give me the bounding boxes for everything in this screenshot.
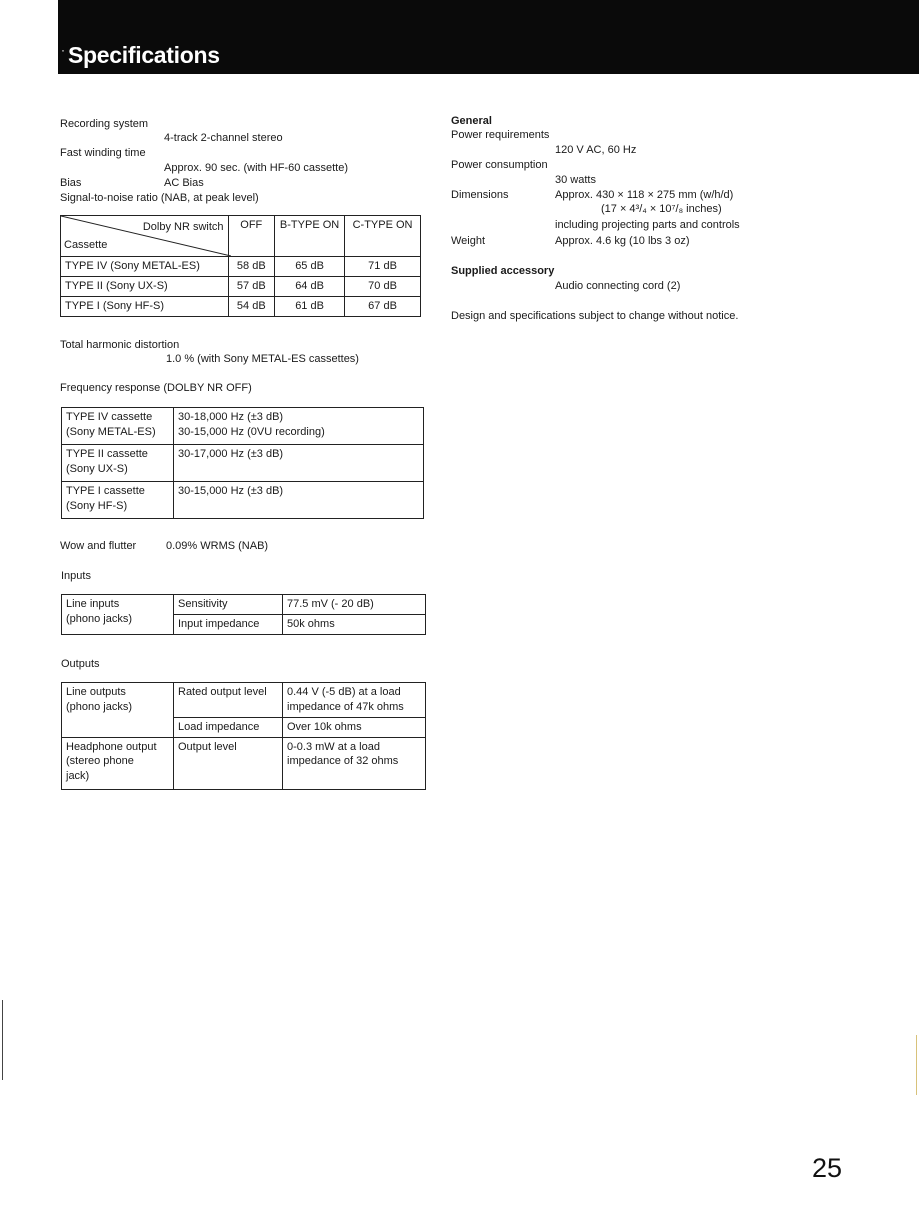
line-outputs-label: Line outputs [66,686,126,698]
outputs-label: Outputs [61,658,100,670]
table-row [61,296,421,316]
value-b-type: 61 dB [275,296,345,316]
line-inputs-cell [62,595,174,635]
inputs-table [61,594,426,635]
title-bar [58,0,919,74]
cassette-brand: (Sony UX-S) [66,462,128,475]
weight-value: Approx. 4.6 kg (10 lbs 3 oz) [555,235,690,247]
dolby-nr-switch-label: Dolby NR switch [142,221,224,233]
frequency-response-label: Frequency response (DOLBY NR OFF) [60,382,252,394]
output-level-label: Output level [174,737,283,789]
cassette-brand: (Sony HF-S) [66,499,128,512]
value-off: 54 dB [228,296,275,316]
load-impedance-value: Over 10k ohms [283,717,426,737]
dimensions-note: including projecting parts and controls [555,219,740,231]
power-consumption-value: 30 watts [555,174,596,186]
headphone-output-value: 0-0.3 mW at a load [287,740,380,753]
cassette-type: TYPE II cassette [66,448,148,460]
supplied-accessory-heading: Supplied accessory [451,265,555,277]
cassette-type: TYPE I cassette [66,485,145,497]
dimensions-label: Dimensions [451,189,509,201]
response-value: 30-18,000 Hz (±3 dB) [178,411,284,423]
cassette-type: TYPE IV cassette [66,411,153,423]
sensitivity-label: Sensitivity [174,595,283,615]
change-notice: Design and specifications subject to change without notice. [451,310,739,322]
headphone-value-cell [283,737,426,789]
value-b-type: 64 dB [275,276,345,296]
cassette-label: Cassette [64,239,108,252]
col-header-b-type: B-TYPE ON [275,216,345,257]
cassette-type: TYPE I (Sony HF-S) [61,296,229,316]
page-title: Specifications [68,42,220,68]
load-impedance-label: Load impedance [174,717,283,737]
line-inputs-label: Line inputs [66,598,120,610]
value-off: 58 dB [228,257,275,277]
page-number: 25 [812,1153,843,1183]
scan-edge-mark [916,1035,917,1095]
value-b-type: 65 dB [275,257,345,277]
snr-table-corner [61,216,229,257]
headphone-output-label: Headphone output [66,740,157,753]
wow-flutter-label: Wow and flutter [60,540,137,552]
headphone-output-impedance: impedance of 32 ohms [287,755,399,768]
response-cell [174,445,424,482]
input-impedance-label: Input impedance [174,614,283,634]
dimensions-inches: (17 × 4³/₄ × 10⁷/₈ inches) [601,203,722,215]
response-cell [174,482,424,519]
value-c-type: 70 dB [345,276,421,296]
power-consumption-label: Power consumption [451,159,548,171]
bias-label: Bias [60,177,82,189]
scan-edge-mark [2,1000,3,1080]
table-row [62,595,426,615]
table-row [62,408,424,445]
col-header-c-type: C-TYPE ON [345,216,421,257]
table-row [62,445,424,482]
table-row [61,276,421,296]
rated-output-cell [283,683,426,718]
cassette-type: TYPE IV (Sony METAL-ES) [61,257,229,277]
rated-output-impedance: impedance of 47k ohms [287,700,404,713]
general-heading: General [451,115,492,127]
thd-value: 1.0 % (with Sony METAL-ES cassettes) [166,353,359,365]
line-outputs-jack: (phono jacks) [66,700,133,713]
sensitivity-value: 77.5 mV (- 20 dB) [283,595,426,615]
dimensions-metric: Approx. 430 × 118 × 275 mm (w/h/d) [555,189,734,201]
cassette-brand: (Sony METAL-ES) [66,425,156,438]
frequency-response-table [61,407,424,519]
headphone-output-cell [62,737,174,789]
snr-table [60,215,421,317]
fast-winding-value: Approx. 90 sec. (with HF-60 cassette) [164,162,349,174]
recording-system-label: Recording system [60,118,149,130]
col-header-off: OFF [228,216,275,257]
inputs-label: Inputs [61,570,91,582]
response-value-0vu: 30-15,000 Hz (0VU recording) [178,425,325,438]
table-row [62,482,424,519]
response-value: 30-17,000 Hz (±3 dB) [178,448,284,460]
wow-flutter-value: 0.09% WRMS (NAB) [166,540,269,552]
weight-label: Weight [451,235,486,247]
table-row [62,683,426,718]
cassette-cell [62,482,174,519]
cassette-cell [62,445,174,482]
line-inputs-jack: (phono jacks) [66,612,133,625]
outputs-table [61,682,426,790]
bias-value: AC Bias [164,177,204,189]
snr-label: Signal-to-noise ratio (NAB, at peak level) [60,192,259,204]
recording-system-value: 4-track 2-channel stereo [164,132,283,144]
value-c-type: 67 dB [345,296,421,316]
cassette-cell [62,408,174,445]
headphone-jack-type: (stereo phone [66,755,134,768]
rated-output-value: 0.44 V (-5 dB) at a load [287,686,401,698]
power-requirements-value: 120 V AC, 60 Hz [555,144,637,156]
response-value: 30-15,000 Hz (±3 dB) [178,485,284,497]
title-bullet: · [61,43,65,57]
thd-label: Total harmonic distortion [60,339,180,351]
input-impedance-value: 50k ohms [283,614,426,634]
power-requirements-label: Power requirements [451,129,550,141]
value-off: 57 dB [228,276,275,296]
line-outputs-cell [62,683,174,738]
response-cell [174,408,424,445]
headphone-jack-word: jack) [66,770,90,783]
table-row [62,737,426,789]
cassette-type: TYPE II (Sony UX-S) [61,276,229,296]
supplied-accessory-value: Audio connecting cord (2) [555,280,681,292]
table-row [61,257,421,277]
rated-output-label: Rated output level [174,683,283,718]
value-c-type: 71 dB [345,257,421,277]
fast-winding-label: Fast winding time [60,147,146,159]
